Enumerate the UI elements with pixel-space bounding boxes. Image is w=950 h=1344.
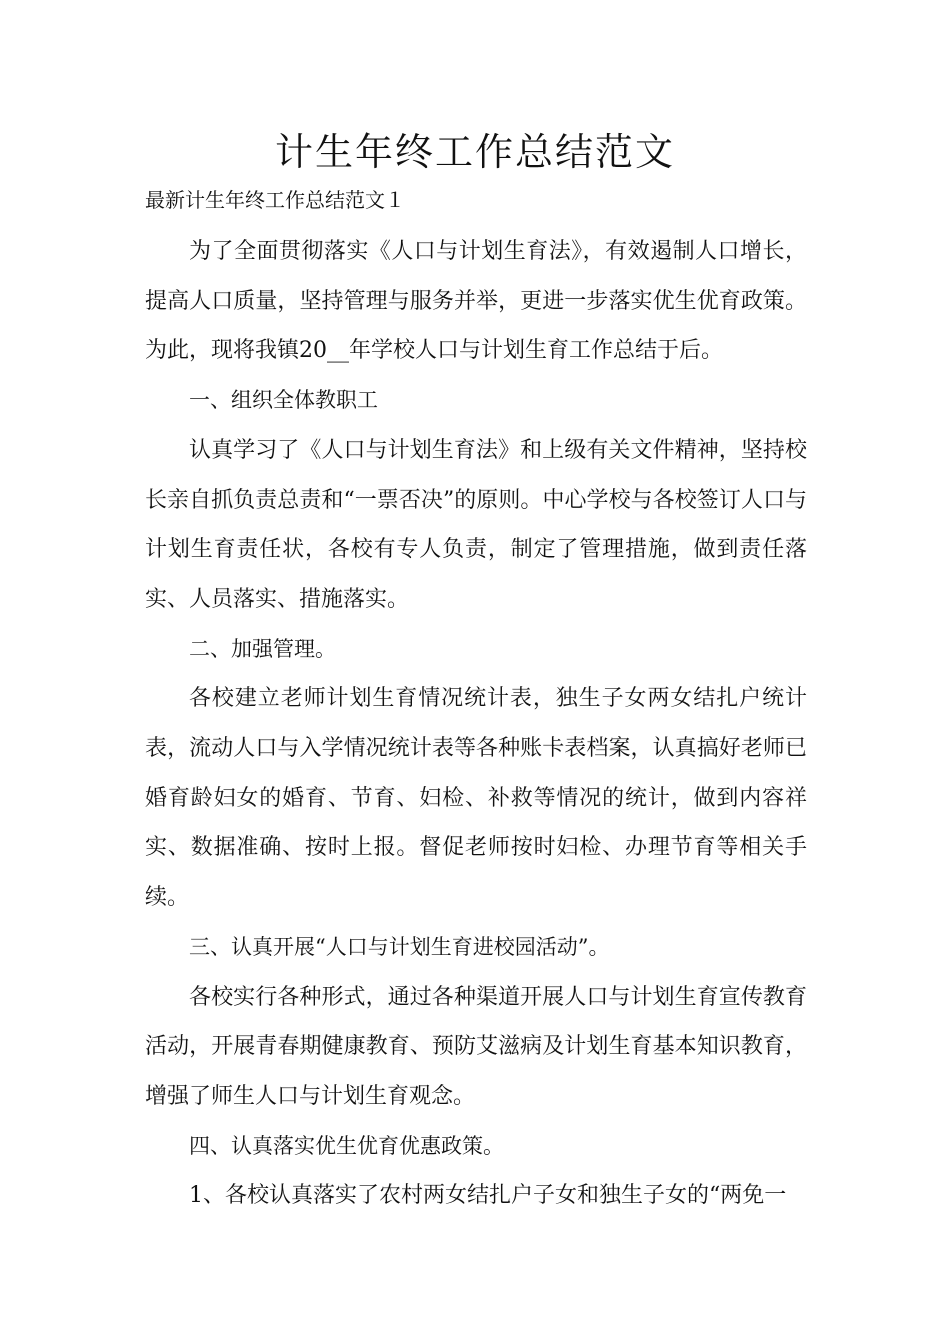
section-heading-2: 二、加强管理。 <box>189 636 336 661</box>
document-body <box>145 227 807 1221</box>
section-heading-1: 一、组织全体教职工 <box>189 388 378 413</box>
intro-paragraph: 为了全面贯彻落实《人口与计划生育法》，有效遏制人口增长，提高人口质量，坚持管理与服务并举，更进一步落实优生优育政策。为此，现将我镇20__年学校人口与计划生育工作总结于后。 <box>145 239 807 364</box>
document-title: 计生年终工作总结范文 <box>274 130 675 174</box>
section-4-paragraph: 1、各校认真落实了农村两女结扎户子女和独生子女的“两免一 <box>189 1183 787 1209</box>
section-heading-3: 三、认真开展“人口与计划生育进校园活动”。 <box>189 934 610 959</box>
section-3-paragraph: 各校实行各种形式，通过各种渠道开展人口与计划生育宣传教育活动，开展青春期健康教育、预防艾滋病及计划生育基本知识教育，增强了师生人口与计划生育观念。 <box>145 984 807 1109</box>
section-2-paragraph: 各校建立老师计划生育情况统计表，独生子女两女结扎户统计表，流动人口与入学情况统计表等各种账卡表档案，认真搞好老师已婚育龄妇女的婚育、节育、妇检、补救等情况的统计，做到内容祥实、数据准确、按时上报。督促老师按时妇检、办理节育等相关手续。 <box>145 686 807 911</box>
section-1-paragraph: 认真学习了《人口与计划生育法》和上级有关文件精神，坚持校长亲自抓负责总责和“一票否决”的原则。中心学校与各校签订人口与计划生育责任状，各校有专人负责，制定了管理措施，做到责任落实、人员落实、措施落实。 <box>145 437 807 612</box>
section-heading-4: 四、认真落实优生优育优惠政策。 <box>189 1133 504 1158</box>
document-subtitle: 最新计生年终工作总结范文１ <box>145 188 405 212</box>
